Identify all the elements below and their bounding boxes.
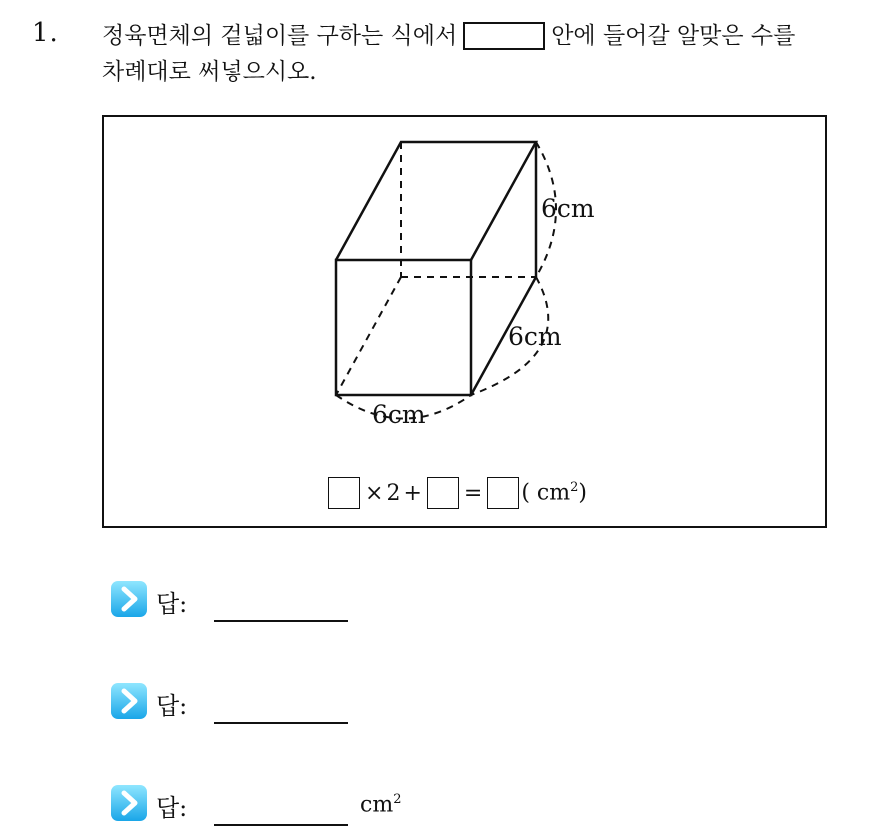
dimension-label-width: 6cm — [372, 400, 426, 429]
dimension-label-depth: 6cm — [508, 322, 562, 351]
formula-plus: + — [403, 480, 422, 506]
answer-unit-text: cm — [360, 792, 394, 818]
formula-blank-3 — [487, 477, 519, 509]
cube-diagram — [104, 117, 829, 530]
answer-label: 답: — [156, 590, 188, 618]
cube-hidden-diagonal-edge — [336, 277, 401, 395]
question-line-2: 차례대로 써넣으시오. — [102, 59, 317, 85]
formula-factor: 2 — [386, 480, 401, 506]
cube-top-face — [336, 142, 536, 260]
question-line-1 — [102, 22, 795, 50]
chevron-right-icon — [110, 580, 148, 618]
surface-area-formula — [326, 475, 587, 511]
answer-input-line[interactable] — [214, 824, 348, 826]
formula-blank-1 — [328, 477, 360, 509]
formula-unit-open: ( cm — [521, 480, 571, 506]
formula-times: × — [365, 480, 384, 506]
formula-equals: = — [463, 480, 483, 506]
question-text-part1: 정육면체의 겉넓이를 구하는 식에서 — [102, 23, 458, 49]
answer-unit — [360, 792, 401, 817]
answer-unit-exponent: 2 — [393, 792, 402, 807]
question-number: 1. — [32, 18, 59, 48]
figure-box — [102, 115, 827, 528]
question-text-part2: 안에 들어갈 알맞은 수를 — [551, 23, 796, 49]
answer-label: 답: — [156, 794, 188, 822]
formula-unit-exponent: 2 — [570, 480, 579, 496]
chevron-right-icon — [110, 784, 148, 822]
answer-input-line[interactable] — [214, 722, 348, 724]
dimension-label-height: 6cm — [541, 194, 595, 223]
formula-unit-close: ) — [578, 480, 587, 506]
formula-blank-2 — [427, 477, 459, 509]
answer-input-line[interactable] — [214, 620, 348, 622]
chevron-right-icon — [110, 682, 148, 720]
question-blank-box — [463, 22, 545, 50]
formula-unit — [521, 480, 587, 505]
answer-label: 답: — [156, 692, 188, 720]
cube-front-face — [336, 260, 471, 395]
